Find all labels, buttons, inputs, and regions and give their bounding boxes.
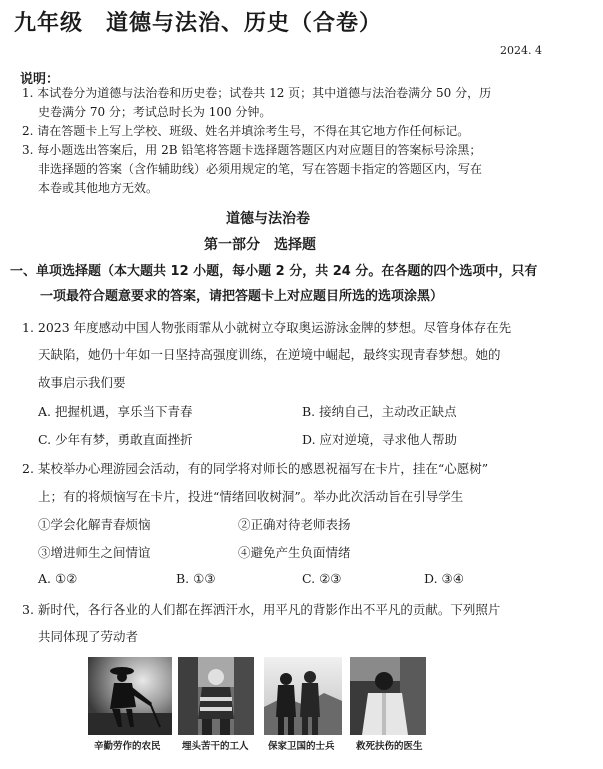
note-line: 2. 请在答题卡上写上学校、班级、姓名并填涂考生号，不得在其它地方作任何标记。 <box>22 124 470 138</box>
q2-option-b: B. ①③ <box>176 571 216 586</box>
question-3-line: 3. 新时代，各行各业的人们都在挥洒汗水，用平凡的背影作出不平凡的贡献。下列照片 <box>22 602 501 617</box>
worker-photo <box>178 657 254 735</box>
q1-option-b: B. 接纳自己，主动改正缺点 <box>302 404 457 419</box>
exam-title: 九年级 道德与法治、历史（合卷） <box>14 10 383 36</box>
q2-item-1: ①学会化解青春烦恼 <box>38 517 151 532</box>
instructions-line-1: 一、单项选择题（本大题共 12 小题，每小题 2 分，共 24 分。在各题的四个选项中，只有 <box>10 264 538 279</box>
soldier-photo <box>264 657 342 735</box>
q1-option-c: C. 少年有梦，勇敢直面挫折 <box>38 432 193 447</box>
section-title: 道德与法治卷 <box>226 211 310 227</box>
note-line: 本卷或其他地方无效。 <box>38 181 159 195</box>
q2-item-2: ②正确对待老师表扬 <box>238 517 351 532</box>
photo-caption: 保家卫国的士兵 <box>268 741 335 752</box>
question-3-line: 共同体现了劳动者 <box>38 629 139 644</box>
photo-caption: 辛勤劳作的农民 <box>94 741 161 752</box>
note-line: 1. 本试卷分为道德与法治卷和历史卷；试卷共 12 页；其中道德与法治卷满分 50 分，历 <box>22 86 492 100</box>
part-title: 第一部分 选择题 <box>204 237 316 253</box>
farmer-photo <box>88 657 172 735</box>
note-line: 史卷满分 70 分；考试总时长为 100 分钟。 <box>38 105 272 119</box>
q2-option-a: A. ①② <box>38 571 78 586</box>
doctor-photo <box>350 657 426 735</box>
question-2-line: 2. 某校举办心理游园会活动，有的同学将对师长的感恩祝福写在卡片，挂在“心愿树” <box>22 461 489 476</box>
photo-caption: 救死扶伤的医生 <box>356 741 423 752</box>
q2-option-d: D. ③④ <box>424 571 464 586</box>
question-2-line: 上；有的将烦恼写在卡片，投进“情绪回收树洞”。举办此次活动旨在引导学生 <box>38 489 464 504</box>
question-1-line: 1. 2023 年度感动中国人物张雨霏从小就树立夺取奥运游泳金牌的梦想。尽管身体存在先 <box>22 320 512 335</box>
q2-option-c: C. ②③ <box>302 571 342 586</box>
exam-date: 2024. 4 <box>500 44 542 57</box>
question-1-line: 故事启示我们要 <box>38 375 126 390</box>
q1-option-d: D. 应对逆境，寻求他人帮助 <box>302 432 458 447</box>
q1-option-a: A. 把握机遇，享乐当下青春 <box>38 404 193 419</box>
instructions-line-2: 一项最符合题意要求的答案，请把答题卡上对应题目所选的选项涂黑） <box>40 289 444 304</box>
question-1-line: 天缺陷，她仍十年如一日坚持高强度训练，在逆境中崛起，最终实现青春梦想。她的 <box>38 347 501 362</box>
note-line: 3. 每小题选出答案后，用 2B 铅笔将答题卡选择题答题区内对应题目的答案标号涂黑； <box>22 143 482 157</box>
notes-label: 说明： <box>20 72 60 87</box>
q2-item-3: ③增进师生之间情谊 <box>38 545 151 560</box>
q2-item-4: ④避免产生负面情绪 <box>238 545 351 560</box>
note-line: 非选择题的答案（含作辅助线）必须用规定的笔，写在答题卡指定的答题区内，写在 <box>38 162 483 176</box>
photo-caption: 埋头苦干的工人 <box>182 741 249 752</box>
